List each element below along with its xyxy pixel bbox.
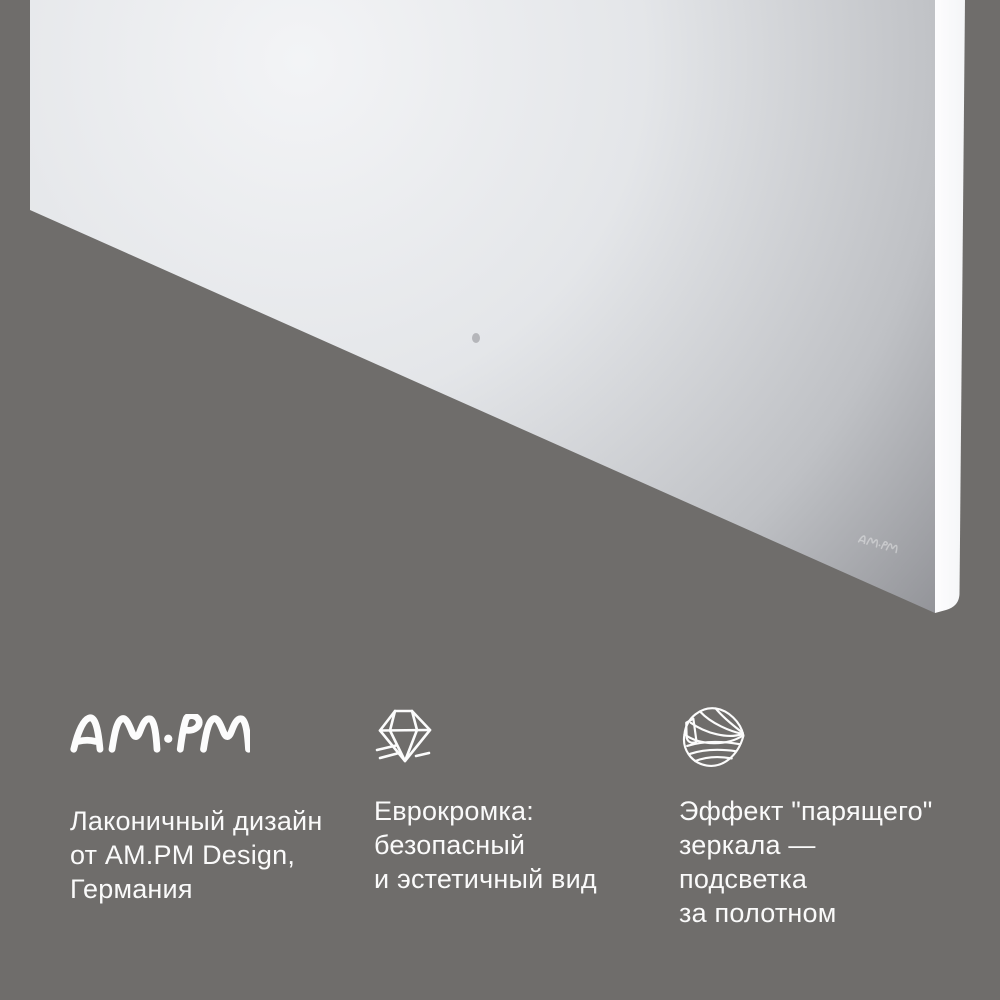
feature-line: Эффект "парящего" [679,796,933,826]
touch-sensor-dot [472,333,480,343]
feature-line: за полотном [679,898,837,928]
feature-line: подсветка [679,864,808,894]
feature-line: Еврокромка: [374,796,534,826]
feature-line: Лаконичный дизайн [70,806,323,836]
feature-euro-edge-text [374,794,597,896]
feature-line: безопасный [374,830,526,860]
feature-floating-mirror-text [679,794,933,930]
feature-line: от AM.PM Design, [70,840,296,870]
feature-line: Германия [70,874,193,904]
floating-mirror-icon [679,704,933,794]
feature-design-text [70,804,322,906]
feature-euro-edge [374,702,597,896]
feature-floating-mirror [679,702,933,930]
feature-line: зеркала — [679,830,816,860]
ampm-logo [70,714,322,804]
feature-line: и эстетичный вид [374,864,597,894]
feature-design [70,702,322,906]
diamond-icon [374,704,597,794]
